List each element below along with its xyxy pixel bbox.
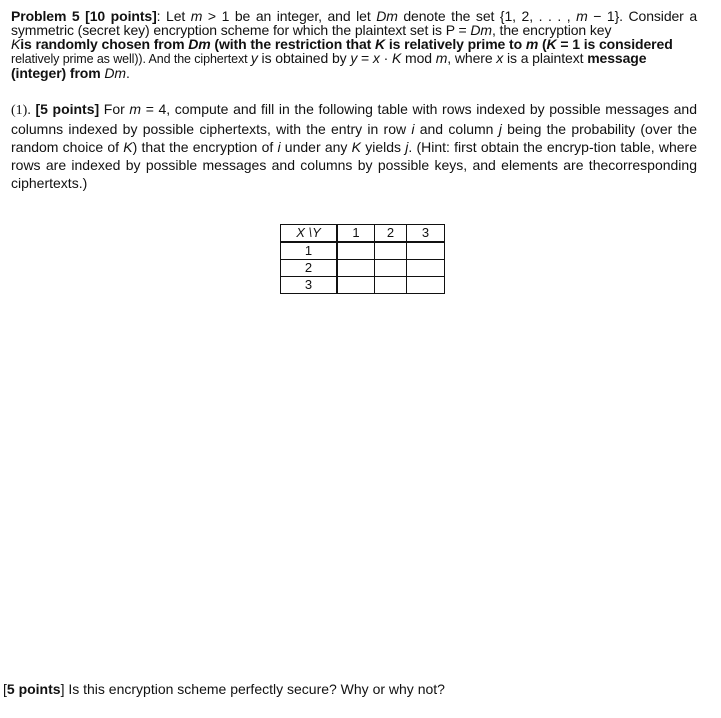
text-run: yields <box>360 139 406 155</box>
text-run-bold: is relatively prime to <box>385 36 526 52</box>
problem-statement <box>11 9 697 80</box>
var-j: j <box>405 139 409 155</box>
var-k: K <box>351 139 361 155</box>
formula-k: K <box>391 50 402 66</box>
table-col-header: 1 <box>337 225 375 243</box>
table-cell[interactable] <box>375 242 407 260</box>
formula-y: y <box>350 50 358 66</box>
part2-text: Is this encryption scheme perfectly secure? Why or why not? <box>64 681 445 697</box>
var-dm: Dm <box>470 22 492 38</box>
text-run: − 1}. Consider a symmetric (secret key) encryption scheme for which the plaintext set is P = <box>11 8 698 38</box>
text-run: . <box>125 65 130 81</box>
var-m: m <box>525 36 539 52</box>
text-run: relatively prime as well)). And the ciphertext <box>11 52 251 66</box>
table-cell[interactable] <box>407 242 445 260</box>
formula-m: m <box>435 50 448 66</box>
text-run: and column <box>414 121 499 137</box>
table-cell[interactable] <box>337 242 375 260</box>
text-run-bold: message <box>587 50 647 66</box>
text-run: > 1 be an integer, and let <box>202 8 377 24</box>
text-run-bold: (integer) from <box>11 65 105 81</box>
table-row-header: 1 <box>281 242 338 260</box>
text-run: denote the set {1, 2, . . . , <box>397 8 577 24</box>
text-run: : Let <box>156 8 191 24</box>
table-cell[interactable] <box>337 277 375 294</box>
table-cell[interactable] <box>337 260 375 277</box>
table-col-header: 3 <box>407 225 445 243</box>
var-m: m <box>129 101 142 117</box>
table-row <box>281 242 445 260</box>
table-cell[interactable] <box>375 260 407 277</box>
problem-heading: Problem 5 [10 points] <box>11 8 157 24</box>
var-j: j <box>498 121 502 137</box>
text-run-bold: = 1 is considered <box>556 36 673 52</box>
table-row-header: 3 <box>281 277 338 294</box>
table-cell[interactable] <box>375 277 407 294</box>
text-run: , where <box>447 50 497 66</box>
table-row-header: 2 <box>281 260 338 277</box>
part1-number: (1). <box>11 103 31 118</box>
var-x: x <box>496 50 504 66</box>
var-k: K <box>123 139 133 155</box>
formula-eq: = <box>357 50 373 66</box>
text-run-bold: ( <box>538 36 547 52</box>
table-header-row <box>281 225 445 243</box>
part1-question <box>11 100 697 192</box>
var-m: m <box>576 8 588 24</box>
text-run: is obtained by <box>257 50 351 66</box>
text-run: = 4, compute and fill in the following table with rows indexed by possible messages and columns indexed by possible ciphertexts, with the entry in row <box>11 101 698 137</box>
text-run-bold: (with the restriction that <box>210 36 376 52</box>
text-run: is a plaintext <box>503 50 588 66</box>
text-run: , the encryption key <box>491 22 612 38</box>
table-corner-header: X \Y <box>281 225 338 243</box>
text-run: . (Hint: first obtain the encryp-tion table, where rows are indexed by possible messages and columns by possible keys, and elements are thecorresponding ciphertexts.) <box>11 139 697 191</box>
var-m: m <box>190 8 203 24</box>
part2-points: 5 points <box>6 681 61 697</box>
text-run: being the probability (over the random choice of <box>11 121 697 155</box>
probability-table <box>280 224 445 294</box>
var-k: K <box>11 36 21 52</box>
text-run-bold: is randomly chosen from <box>20 36 189 52</box>
part2-question: [5 points] Is this encryption scheme perfectly secure? Why or why not? <box>3 681 445 697</box>
var-i: i <box>277 139 281 155</box>
text-run: under any <box>280 139 352 155</box>
var-k: K <box>546 36 557 52</box>
var-dm: Dm <box>188 36 211 52</box>
table-row <box>281 277 445 294</box>
formula-mod: mod <box>401 50 436 66</box>
table-cell[interactable] <box>407 277 445 294</box>
formula-dot: · <box>379 50 392 66</box>
var-dm: Dm <box>376 8 398 24</box>
var-y: y <box>250 50 258 66</box>
var-k: K <box>375 36 386 52</box>
formula-x: x <box>372 50 380 66</box>
part1-points: [5 points] <box>35 101 100 117</box>
text-run: ) that the encryption of <box>132 139 278 155</box>
table-cell[interactable] <box>407 260 445 277</box>
table-row <box>281 260 445 277</box>
text-run: For <box>99 101 130 117</box>
var-i: i <box>411 121 415 137</box>
var-dm: Dm <box>104 65 126 81</box>
table-col-header: 2 <box>375 225 407 243</box>
